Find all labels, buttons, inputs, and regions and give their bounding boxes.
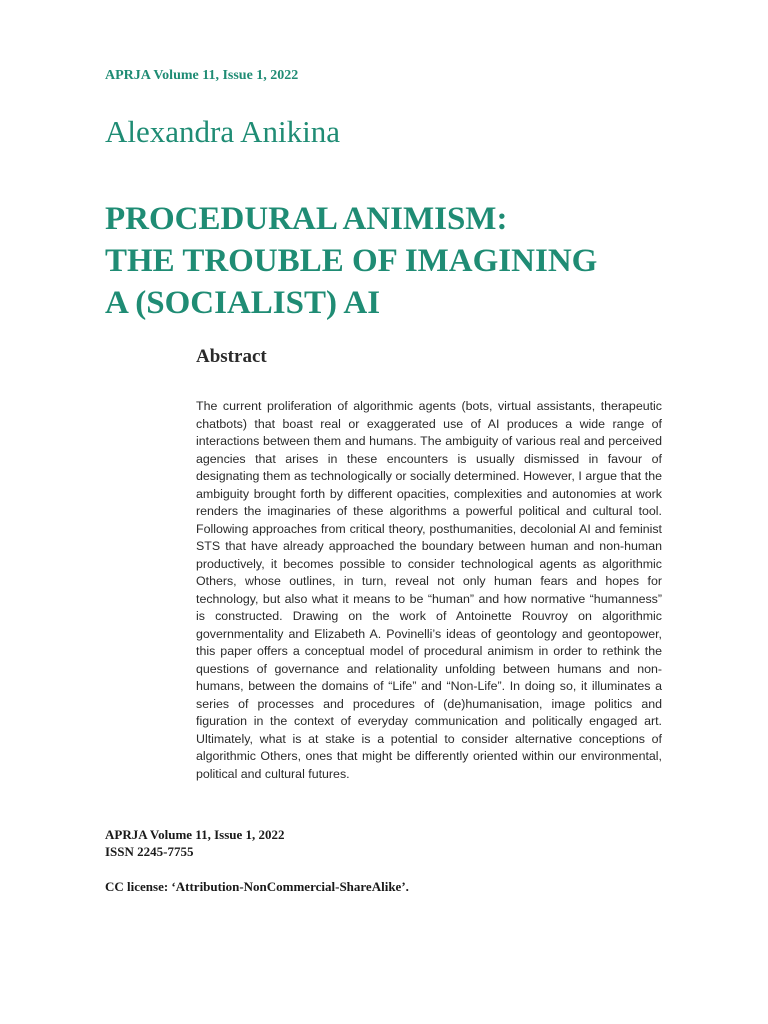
title-line-2: THE TROUBLE OF IMAGINING — [105, 243, 598, 279]
author-name: Alexandra Anikina — [105, 114, 341, 149]
article-title — [105, 198, 745, 324]
abstract-heading: Abstract — [196, 346, 267, 367]
title-line-1: PROCEDURAL ANIMISM: — [105, 201, 508, 237]
footer-issn: ISSN 2245-7755 — [105, 844, 194, 859]
abstract-text: The current proliferation of algorithmic agents (bots, virtual assistants, therapeutic chatbots) that boast real or exaggerated use of AI produces a wide range of interactions between them and humans. The ambiguity of various real and perceived agencies that arises in these encounters is usually dismissed in favour of designating them as technologically or socially determined. However, I argue that the ambiguity brought forth by different opacities, complexities and autonomies at work renders the imaginaries of these algorithms a powerful political and cultural tool. Following approaches from critical theory, posthumanities, decolonial AI and feminist STS that have already approached the boundary between human and non-human productively, it becomes possible to consider technological agents as algorithmic Others, whose outlines, in turn, reveal not only human fears and hopes for technology, but also what it means to be “human” and how normative “humanness” is constructed. Drawing on the work of Antoinette Rouvroy on algorithmic governmentality and Elizabeth A. Povinelli’s ideas of geontology and geontopower, this paper offers a conceptual model of procedural animism in order to rethink the questions of governance and relationality unfolding between humans and non-humans, between the domains of “Life” and “Non-Life”. In doing so, it illuminates a series of processes and procedures of (de)humanisation, image politics and figuration in the context of everyday communication and politically engaged art. Ultimately, what is at stake is a potential to consider alternative conceptions of algorithmic Others, ones that might be differently oriented within our environmental, political and cultural futures. — [196, 399, 662, 781]
footer-license: CC license: ‘Attribution-NonCommercial-ShareAlike’. — [105, 879, 409, 894]
title-line-3: A (SOCIALIST) AI — [105, 285, 381, 321]
journal-header: APRJA Volume 11, Issue 1, 2022 — [105, 68, 299, 83]
article-footer — [105, 826, 409, 895]
footer-journal-line: APRJA Volume 11, Issue 1, 2022 — [105, 827, 285, 842]
